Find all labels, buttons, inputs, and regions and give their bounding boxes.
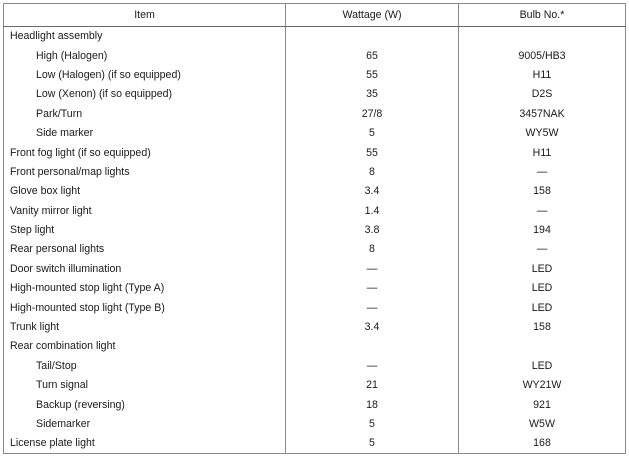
table-row (4, 317, 626, 336)
table-row (4, 85, 626, 104)
bulb-specification-table-container (3, 3, 626, 454)
table-row (4, 279, 626, 298)
cell-item: Low (Halogen) (if so equipped) (4, 65, 286, 84)
cell-wattage: — (286, 259, 459, 278)
header-wattage: Wattage (W) (286, 4, 459, 27)
cell-item: High (Halogen) (4, 46, 286, 65)
cell-bulb-number: 194 (459, 220, 626, 239)
cell-bulb-number: LED (459, 259, 626, 278)
cell-bulb-number: 168 (459, 434, 626, 453)
bulb-specification-table (3, 3, 626, 454)
cell-wattage: 5 (286, 434, 459, 453)
cell-wattage (286, 27, 459, 46)
cell-bulb-number: 158 (459, 317, 626, 336)
table-row (4, 298, 626, 317)
table-row (4, 123, 626, 142)
cell-wattage: — (286, 298, 459, 317)
table-row (4, 240, 626, 259)
table-row (4, 104, 626, 123)
cell-wattage: 8 (286, 162, 459, 181)
header-bulb-number: Bulb No.* (459, 4, 626, 27)
table-row (4, 356, 626, 375)
cell-wattage: 8 (286, 240, 459, 259)
cell-wattage: 3.4 (286, 317, 459, 336)
cell-item: Headlight assembly (4, 27, 286, 46)
cell-item: Backup (reversing) (4, 395, 286, 414)
cell-wattage: 18 (286, 395, 459, 414)
cell-bulb-number: WY5W (459, 123, 626, 142)
cell-wattage: 55 (286, 65, 459, 84)
cell-item: Front personal/map lights (4, 162, 286, 181)
table-row (4, 337, 626, 356)
table-row (4, 414, 626, 433)
cell-bulb-number: H11 (459, 65, 626, 84)
cell-bulb-number: LED (459, 298, 626, 317)
cell-item: License plate light (4, 434, 286, 453)
header-item: Item (4, 4, 286, 27)
cell-item: Tail/Stop (4, 356, 286, 375)
cell-wattage: 1.4 (286, 201, 459, 220)
table-row (4, 201, 626, 220)
cell-item: Rear combination light (4, 337, 286, 356)
cell-item: Sidemarker (4, 414, 286, 433)
cell-wattage: 35 (286, 85, 459, 104)
table-row (4, 46, 626, 65)
cell-bulb-number: LED (459, 356, 626, 375)
cell-bulb-number (459, 337, 626, 356)
cell-bulb-number: — (459, 240, 626, 259)
cell-wattage: 21 (286, 376, 459, 395)
table-row (4, 65, 626, 84)
cell-item: Glove box light (4, 182, 286, 201)
table-row (4, 220, 626, 239)
cell-bulb-number: LED (459, 279, 626, 298)
cell-item: Door switch illumination (4, 259, 286, 278)
table-body (4, 27, 626, 454)
cell-wattage: 3.8 (286, 220, 459, 239)
table-row (4, 143, 626, 162)
table-row (4, 259, 626, 278)
table-row (4, 162, 626, 181)
cell-wattage: — (286, 279, 459, 298)
cell-bulb-number: D2S (459, 85, 626, 104)
table-header-row (4, 4, 626, 27)
cell-bulb-number: 9005/HB3 (459, 46, 626, 65)
cell-wattage: — (286, 356, 459, 375)
cell-item: Step light (4, 220, 286, 239)
cell-item: Turn signal (4, 376, 286, 395)
table-row (4, 395, 626, 414)
table-row (4, 182, 626, 201)
cell-item: Rear personal lights (4, 240, 286, 259)
cell-item: Park/Turn (4, 104, 286, 123)
cell-bulb-number: — (459, 162, 626, 181)
cell-wattage: 5 (286, 123, 459, 142)
cell-item: High-mounted stop light (Type B) (4, 298, 286, 317)
cell-item: Low (Xenon) (if so equipped) (4, 85, 286, 104)
cell-wattage: 27/8 (286, 104, 459, 123)
cell-bulb-number: W5W (459, 414, 626, 433)
table-row (4, 27, 626, 46)
cell-wattage: 65 (286, 46, 459, 65)
cell-bulb-number: — (459, 201, 626, 220)
table-row (4, 434, 626, 453)
cell-item: High-mounted stop light (Type A) (4, 279, 286, 298)
cell-item: Side marker (4, 123, 286, 142)
cell-item: Trunk light (4, 317, 286, 336)
cell-bulb-number: WY21W (459, 376, 626, 395)
cell-wattage: 3.4 (286, 182, 459, 201)
cell-item: Front fog light (if so equipped) (4, 143, 286, 162)
table-row (4, 376, 626, 395)
cell-bulb-number (459, 27, 626, 46)
cell-bulb-number: 158 (459, 182, 626, 201)
cell-bulb-number: 921 (459, 395, 626, 414)
cell-wattage: 55 (286, 143, 459, 162)
cell-bulb-number: H11 (459, 143, 626, 162)
cell-item: Vanity mirror light (4, 201, 286, 220)
cell-wattage (286, 337, 459, 356)
cell-bulb-number: 3457NAK (459, 104, 626, 123)
cell-wattage: 5 (286, 414, 459, 433)
